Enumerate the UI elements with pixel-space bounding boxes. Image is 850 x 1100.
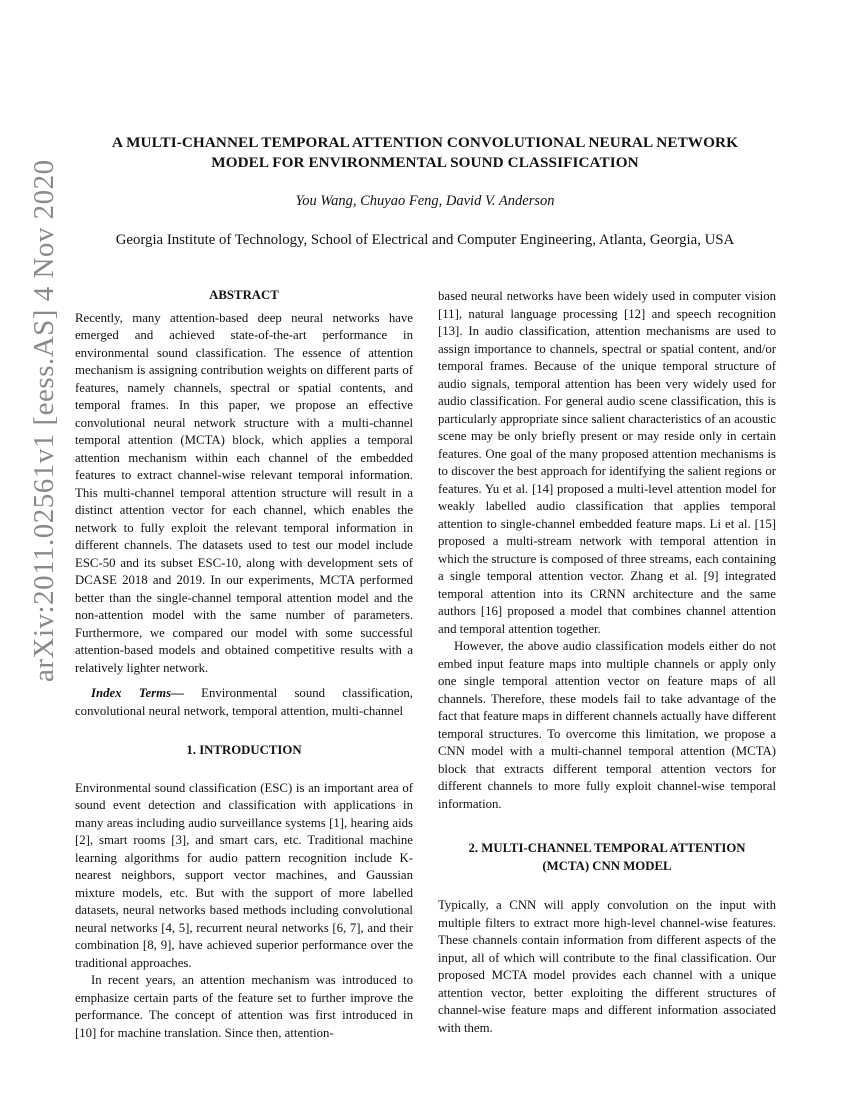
index-terms bbox=[75, 685, 413, 720]
left-column bbox=[75, 287, 413, 1042]
introduction-paragraph-2-continued: based neural networks have been widely used in computer vision [11], natural language processing [12] and speech recognition [13]. In audio classification, attention mechanisms are used to assign importance to channels, spectral or spatial content, and/or temporal frames. Because of the unique temporal structure of audio signals, temporal attention has been very widely used for audio classification. For general audio scene classification, this is particularly appropriate since salient characteristics of an acoustic scene may be only briefly present or may reside only in certain features. One goal of the many proposed attention mechanisms is to discover the best approach for identifying the salient regions or features. Yu et al. [14] proposed a multi-level attention model for weakly labelled audio classification that applies temporal attention to single-channel embedded feature maps. Li et al. [15] proposed a multi-stream network with temporal attention in which the structure is composed of three streams, each containing a single temporal attention vector. Zhang et al. [9] integrated temporal attention into its CRNN architecture and the same authors [16] proposed a model that combines channel attention and temporal attention together. bbox=[438, 289, 776, 636]
section-2-heading-line-1: 2. MULTI-CHANNEL TEMPORAL ATTENTION bbox=[468, 841, 746, 855]
title-line-2: MODEL FOR ENVIRONMENTAL SOUND CLASSIFICATION bbox=[211, 154, 639, 171]
introduction-paragraph-3: However, the above audio classification models either do not embed input feature maps into multiple channels or apply only one single temporal attention vector on feature maps of all channels. Therefore, these models fail to take advantage of the fact that feature maps in different channels actually have different temporal structures. To overcome this limitation, we propose a CNN model with a multi-channel temporal attention (MCTA) block that extracts different temporal attention vectors for different channels to more fully exploit channel-wise temporal information. bbox=[438, 639, 776, 811]
index-terms-text: Environmental sound classification, convolutional neural network, temporal attention, multi-channel bbox=[75, 686, 413, 718]
section-2-heading bbox=[438, 840, 776, 875]
right-column bbox=[438, 288, 776, 1037]
title-line-1: A MULTI-CHANNEL TEMPORAL ATTENTION CONVOLUTIONAL NEURAL NETWORK bbox=[112, 134, 738, 151]
introduction-paragraph-2: In recent years, an attention mechanism was introduced to emphasize certain parts of the feature set to further improve the performance. The concept of attention was first introduced in [10] for machine translation. Since then, attention- bbox=[75, 973, 413, 1040]
abstract-heading: ABSTRACT bbox=[209, 288, 279, 302]
author-list: You Wang, Chuyao Feng, David V. Anderson bbox=[295, 193, 555, 209]
section-2-heading-line-2: (MCTA) CNN MODEL bbox=[542, 858, 672, 873]
paper-title bbox=[60, 133, 790, 173]
introduction-paragraph-1: Environmental sound classification (ESC) is an important area of sound event detection and classification with applications in many areas including audio surveillance systems [1], hearing aids [2], smart rooms [3], and smart cars, etc. Traditional machine learning algorithms for audio pattern recognition include K-nearest neighbors, support vector machines, and Gaussian mixture models, etc. But with the support of more labelled datasets, neural networks based methods including convolutional neural networks [4, 5], recurrent neural networks [6, 7], and their combination [8, 9], have achieved superior performance over the traditional approaches. bbox=[75, 780, 413, 970]
affiliation: Georgia Institute of Technology, School of Electrical and Computer Engineering, Atlanta, Georgia, USA bbox=[115, 232, 735, 248]
index-terms-label: Index Terms— bbox=[91, 686, 184, 700]
section-2-paragraph-1: Typically, a CNN will apply convolution on the input with multiple filters to extract more high-level channel-wise features. These channels contain information from different aspects of the input, all of which will contribute to the final classification. Our proposed MCTA model provides each channel with a unique attention vector, better exploiting the different structures of channel-wise feature maps and different information associated with them. bbox=[438, 898, 776, 1035]
introduction-heading: 1. INTRODUCTION bbox=[186, 743, 302, 757]
abstract-text: Recently, many attention-based deep neural networks have emerged and achieved state-of-the-art performance in environmental sound classification. The essence of attention mechanism is assigning contribution weights on different parts of features, namely channels, spectral or spatial contents, and temporal frames. In this paper, we propose an effective convolutional neural network structure with a multi-channel temporal attention (MCTA) block, which applies a temporal attention mechanism within each channel of the embedded features to extract channel-wise relevant temporal information. This multi-channel temporal attention structure will result in a distinct attention vector for each channel, which enables the network to fully exploit the relevant temporal information in different channels. The datasets used to test our model include ESC-50 and its subset ESC-10, along with development sets of DCASE 2018 and 2019. In our experiments, MCTA performed better than the single-channel temporal attention model and the non-attention model with the same number of parameters. Furthermore, we compared our model with some successful attention-based models and obtained competitive results with a relatively lighter network. bbox=[75, 310, 413, 675]
arxiv-identifier-text: arXiv:2011.02561v1 [eess.AS] 4 Nov 2020 bbox=[28, 159, 60, 682]
